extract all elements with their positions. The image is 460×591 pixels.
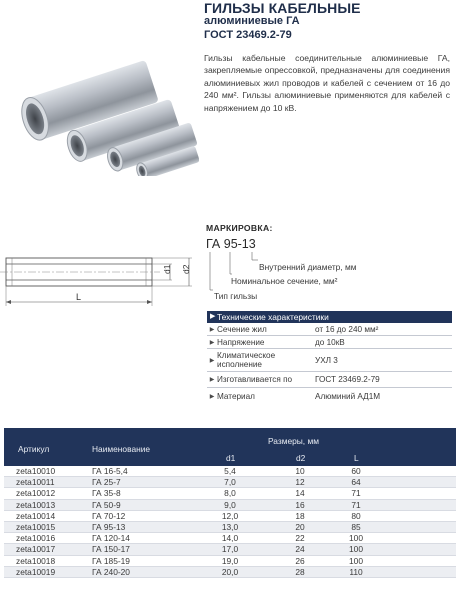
- cell-l: 100: [349, 555, 363, 566]
- cell-d2: 26: [295, 555, 305, 566]
- header-d1: d1: [226, 453, 236, 463]
- tech-row: [207, 323, 452, 336]
- product-photo: [4, 46, 199, 176]
- marking-inner-diameter: Внутренний диаметр, мм: [259, 262, 357, 272]
- cell-article: zeta10017: [16, 544, 56, 555]
- cell-name: ГА 35-8: [92, 488, 121, 499]
- tech-row-label: Климатическое исполнение: [217, 351, 276, 369]
- cell-l: 85: [351, 521, 361, 532]
- cell-d2: 20: [295, 521, 305, 532]
- cell-article: zeta10013: [16, 499, 56, 510]
- tech-row-value: Алюминий АД1М: [315, 391, 381, 401]
- cell-l: 71: [351, 499, 361, 510]
- cell-d2: 22: [295, 533, 305, 544]
- cell-l: 110: [349, 566, 363, 577]
- cell-article: zeta10019: [16, 566, 56, 577]
- marking-code: ГА 95-13: [206, 237, 256, 251]
- header-l: L: [354, 453, 359, 463]
- table-header: [4, 428, 456, 466]
- cell-name: ГА 150-17: [92, 544, 130, 555]
- cell-name: ГА 240-20: [92, 566, 130, 577]
- table-body: [4, 466, 456, 578]
- table-row: [4, 500, 456, 511]
- cell-article: zeta10018: [16, 555, 56, 566]
- cell-d2: 18: [295, 510, 305, 521]
- tech-row: [207, 349, 452, 372]
- tech-specs-header: [207, 311, 452, 323]
- product-subtitle-line1: алюминиевые ГА: [204, 15, 300, 27]
- table-row: [4, 522, 456, 533]
- tech-row-label: Материал: [217, 391, 255, 401]
- dim-l-label: L: [76, 292, 82, 302]
- cell-d1: 8,0: [224, 488, 236, 499]
- tech-row: [207, 336, 452, 349]
- bullet-icon: ▶: [209, 339, 215, 346]
- tech-row-label: Сечение жил: [217, 324, 267, 334]
- tech-row-value: ГОСТ 23469.2-79: [315, 375, 380, 384]
- cell-d2: 24: [295, 544, 305, 555]
- cell-name: ГА 50-9: [92, 499, 121, 510]
- table-row: [4, 488, 456, 499]
- cell-name: ГА 70-12: [92, 510, 126, 521]
- marking-section: Номинальное сечение, мм²: [231, 276, 338, 286]
- product-description: Гильзы кабельные соединительные алюминиевые ГА, закрепляемые опрессовкой, предназначены для соединения алюминиевых жил проводов и кабелей с сечением от 16 до 240 мм². Гильзы алюминиевые применяются для кабелей с напряжением до 10 кВ.: [204, 53, 450, 113]
- tech-specs-title: Технические характеристики: [217, 312, 329, 322]
- cell-d1: 7,0: [224, 477, 236, 488]
- cell-article: zeta10016: [16, 533, 56, 544]
- cell-article: zeta10014: [16, 510, 56, 521]
- cell-article: zeta10015: [16, 521, 56, 532]
- sizes-table: [4, 428, 456, 578]
- cell-l: 80: [351, 510, 361, 521]
- cell-d1: 12,0: [221, 510, 239, 521]
- cell-d1: 9,0: [224, 499, 236, 510]
- cell-name: ГА 95-13: [92, 521, 126, 532]
- product-title: ГИЛЬЗЫ КАБЕЛЬНЫЕ: [204, 0, 361, 16]
- cell-d1: 19,0: [221, 555, 239, 566]
- cell-d2: 12: [295, 477, 305, 488]
- header-d2: d2: [296, 453, 306, 463]
- cell-l: 60: [351, 466, 361, 476]
- bullet-icon: ▶: [209, 377, 215, 383]
- cell-l: 100: [349, 544, 363, 555]
- bullet-icon: ▶: [209, 357, 215, 364]
- product-standard: ГОСТ 23469.2-79: [204, 29, 292, 41]
- cell-d1: 5,4: [224, 466, 236, 476]
- cell-d2: 14: [295, 488, 305, 499]
- cell-d2: 28: [295, 566, 305, 577]
- cell-d2: 16: [295, 499, 305, 510]
- cell-article: zeta10011: [16, 477, 55, 488]
- tech-specs: [207, 311, 452, 404]
- cell-name: ГА 16-5,4: [92, 466, 128, 476]
- cell-l: 100: [349, 533, 363, 544]
- dim-d1-label: d1: [162, 264, 172, 274]
- tech-row-value: до 10кВ: [315, 337, 345, 347]
- table-row: [4, 477, 456, 488]
- bullet-icon: ▶: [210, 313, 216, 320]
- header-sizes: Размеры, мм: [268, 436, 319, 446]
- bullet-icon: ▶: [209, 393, 215, 400]
- table-row: [4, 544, 456, 555]
- cell-d1: 17,0: [221, 544, 239, 555]
- header-name: Наименование: [92, 444, 151, 454]
- cell-d2: 10: [295, 466, 305, 476]
- tech-row: [207, 372, 452, 388]
- tech-row: [207, 388, 452, 404]
- product-subtitle: [204, 14, 300, 42]
- tech-row-value: от 16 до 240 мм²: [315, 324, 379, 334]
- cell-article: zeta10012: [16, 488, 56, 499]
- header-article: Артикул: [18, 444, 50, 454]
- cell-article: zeta10010: [16, 466, 56, 476]
- table-row: [4, 511, 456, 522]
- sleeve-drawing: [0, 238, 200, 318]
- cell-name: ГА 185-19: [92, 555, 130, 566]
- cell-l: 64: [351, 477, 361, 488]
- table-row: [4, 466, 456, 477]
- dim-d2-label: d2: [181, 264, 191, 274]
- bullet-icon: ▶: [209, 326, 215, 333]
- marking-type: Тип гильзы: [214, 291, 258, 301]
- table-row: [4, 533, 456, 544]
- cell-l: 71: [351, 488, 361, 499]
- marking-heading: МАРКИРОВКА:: [206, 223, 273, 233]
- cell-d1: 14,0: [221, 533, 239, 544]
- cell-d1: 20,0: [221, 566, 239, 577]
- tech-row-value: УХЛ 3: [315, 355, 338, 365]
- tech-row-label: Изготавливается по: [217, 375, 293, 384]
- table-row: [4, 567, 456, 578]
- cell-name: ГА 120-14: [92, 533, 130, 544]
- table-row: [4, 556, 456, 567]
- cell-name: ГА 25-7: [92, 477, 121, 488]
- cell-d1: 13,0: [221, 521, 239, 532]
- tech-row-label: Напряжение: [217, 337, 265, 347]
